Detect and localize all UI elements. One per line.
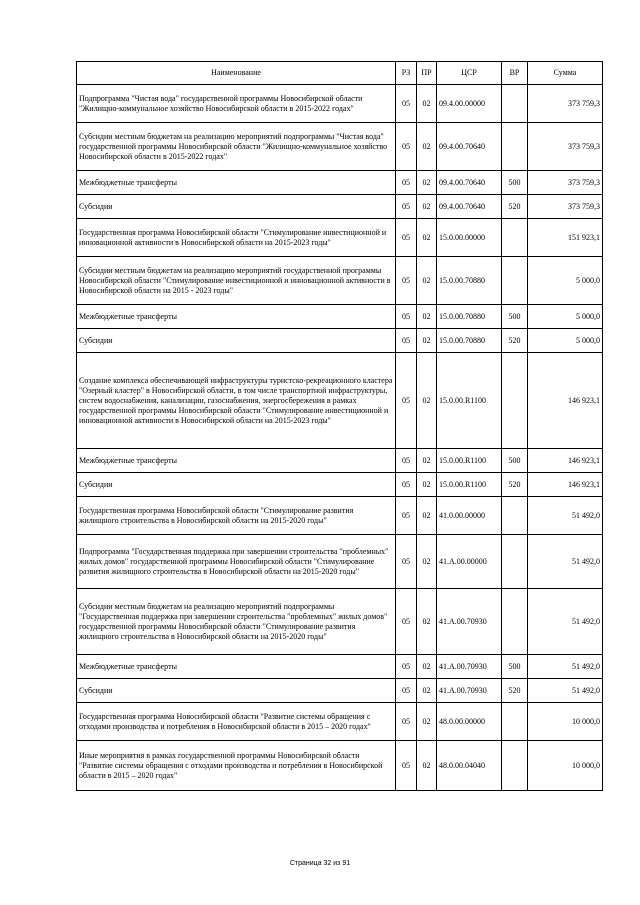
row-pr: 02 — [417, 257, 437, 305]
row-rz: 05 — [396, 219, 417, 257]
row-rz: 05 — [396, 535, 417, 589]
row-name: Подпрограмма "Государственная поддержка при завершении строительства "проблемных" жилых домов" государственной программы Новосибирской области "Стимулирование развития жилищного строительства в Новосибирской области на 2015-2020 годы" — [77, 535, 396, 589]
row-vr — [502, 123, 528, 171]
row-rz: 05 — [396, 195, 417, 219]
row-vr: 500 — [502, 655, 528, 679]
row-pr: 02 — [417, 473, 437, 497]
row-sum: 10 000,0 — [528, 703, 603, 741]
header-name: Наименование — [77, 62, 396, 85]
row-name: Субсидии местным бюджетам на реализацию мероприятий подпрограммы "Государственная поддержка при завершении строительства "проблемных" жилых домов" государственной программы Новосибирской области "Стимулирование развития жилищного строительства в Новосибирской области на 2015-2020 годы" — [77, 589, 396, 655]
table-row — [77, 305, 603, 329]
row-sum: 51 492,0 — [528, 679, 603, 703]
table-row — [77, 171, 603, 195]
row-csr: 48.0.00.04040 — [437, 741, 502, 791]
row-csr: 15.0.00.70880 — [437, 257, 502, 305]
row-csr: 09.4.00.70640 — [437, 123, 502, 171]
row-rz: 05 — [396, 473, 417, 497]
row-vr — [502, 703, 528, 741]
row-vr: 500 — [502, 171, 528, 195]
row-pr: 02 — [417, 589, 437, 655]
row-vr: 500 — [502, 449, 528, 473]
row-pr: 02 — [417, 353, 437, 449]
row-pr: 02 — [417, 171, 437, 195]
row-sum: 10 000,0 — [528, 741, 603, 791]
row-sum: 51 492,0 — [528, 589, 603, 655]
table-row — [77, 655, 603, 679]
row-csr: 09.4.00.00000 — [437, 85, 502, 123]
row-pr: 02 — [417, 449, 437, 473]
table-row — [77, 219, 603, 257]
table-row — [77, 449, 603, 473]
row-vr: 520 — [502, 679, 528, 703]
row-name: Субсидии местным бюджетам на реализацию мероприятий государственной программы Новосибирской области "Стимулирование инвестиционной и инновационной активности в Новосибирской области на 2015 - 2023 годы" — [77, 257, 396, 305]
row-name: Государственная программа Новосибирской области "Стимулирование инвестиционной и инновационной активности в Новосибирской области на 2015-2023 годы" — [77, 219, 396, 257]
table-row — [77, 703, 603, 741]
row-rz: 05 — [396, 171, 417, 195]
row-sum: 373 759,3 — [528, 123, 603, 171]
header-vr: ВР — [502, 62, 528, 85]
row-vr — [502, 741, 528, 791]
row-rz: 05 — [396, 703, 417, 741]
row-vr: 520 — [502, 473, 528, 497]
row-sum: 51 492,0 — [528, 535, 603, 589]
row-sum: 5 000,0 — [528, 305, 603, 329]
row-csr: 48.0.00.00000 — [437, 703, 502, 741]
row-sum: 151 923,1 — [528, 219, 603, 257]
row-sum: 5 000,0 — [528, 257, 603, 305]
row-pr: 02 — [417, 497, 437, 535]
table-row — [77, 473, 603, 497]
table-row — [77, 535, 603, 589]
table-row — [77, 123, 603, 171]
row-csr: 15.0.00.70880 — [437, 305, 502, 329]
page-number: Страница 32 из 91 — [289, 860, 351, 867]
table-header-row — [77, 62, 603, 85]
row-rz: 05 — [396, 589, 417, 655]
row-vr — [502, 85, 528, 123]
row-name: Субсидии — [77, 679, 396, 703]
table-row — [77, 497, 603, 535]
row-name: Иные мероприятия в рамках государственной программы Новосибирской области "Развитие системы обращения с отходами производства и потребления в Новосибирской области в 2015 – 2020 годах" — [77, 741, 396, 791]
row-rz: 05 — [396, 257, 417, 305]
row-vr — [502, 219, 528, 257]
row-vr — [502, 497, 528, 535]
row-name: Субсидии местным бюджетам на реализацию мероприятий подпрограммы "Чистая вода" государственной программы Новосибирской области "Жилищно-коммунальное хозяйство Новосибирской области в 2015-2022 годах" — [77, 123, 396, 171]
row-sum: 146 923,1 — [528, 353, 603, 449]
row-rz: 05 — [396, 655, 417, 679]
row-sum: 51 492,0 — [528, 655, 603, 679]
row-vr: 520 — [502, 329, 528, 353]
row-name: Межбюджетные трансферты — [77, 171, 396, 195]
row-pr: 02 — [417, 679, 437, 703]
row-name: Государственная программа Новосибирской области "Развитие системы обращения с отходами производства и потребления в Новосибирской области в 2015 – 2020 годах" — [77, 703, 396, 741]
row-vr — [502, 589, 528, 655]
table-body — [77, 85, 603, 791]
row-csr: 41.А.00.70930 — [437, 655, 502, 679]
row-vr — [502, 257, 528, 305]
row-csr: 15.0.00.00000 — [437, 219, 502, 257]
row-pr: 02 — [417, 123, 437, 171]
row-pr: 02 — [417, 219, 437, 257]
row-name: Субсидии — [77, 195, 396, 219]
row-sum: 373 759,3 — [528, 171, 603, 195]
budget-table — [76, 61, 603, 791]
row-name: Межбюджетные трансферты — [77, 305, 396, 329]
row-name: Субсидии — [77, 473, 396, 497]
row-name: Межбюджетные трансферты — [77, 449, 396, 473]
table-row — [77, 257, 603, 305]
row-rz: 05 — [396, 329, 417, 353]
row-name: Государственная программа Новосибирской области "Стимулирование развития жилищного строительства в Новосибирской области на 2015-2020 годы" — [77, 497, 396, 535]
table-row — [77, 329, 603, 353]
table-row — [77, 85, 603, 123]
row-rz: 05 — [396, 679, 417, 703]
row-rz: 05 — [396, 123, 417, 171]
row-pr: 02 — [417, 305, 437, 329]
row-pr: 02 — [417, 703, 437, 741]
row-csr: 09.4.00.70640 — [437, 195, 502, 219]
row-vr — [502, 535, 528, 589]
row-csr: 15.0.00.R1100 — [437, 353, 502, 449]
row-pr: 02 — [417, 195, 437, 219]
row-sum: 146 923,1 — [528, 473, 603, 497]
row-csr: 15.0.00.R1100 — [437, 473, 502, 497]
row-sum: 51 492,0 — [528, 497, 603, 535]
row-vr — [502, 353, 528, 449]
header-pr: ПР — [417, 62, 437, 85]
header-csr: ЦСР — [437, 62, 502, 85]
table-row — [77, 589, 603, 655]
row-csr: 15.0.00.R1100 — [437, 449, 502, 473]
row-csr: 41.А.00.00000 — [437, 535, 502, 589]
row-name: Субсидии — [77, 329, 396, 353]
row-pr: 02 — [417, 535, 437, 589]
row-pr: 02 — [417, 329, 437, 353]
row-pr: 02 — [417, 741, 437, 791]
table-row — [77, 679, 603, 703]
row-rz: 05 — [396, 497, 417, 535]
row-name: Межбюджетные трансферты — [77, 655, 396, 679]
header-sum: Сумма — [528, 62, 603, 85]
row-rz: 05 — [396, 741, 417, 791]
row-sum: 373 759,3 — [528, 85, 603, 123]
row-csr: 15.0.00.70880 — [437, 329, 502, 353]
table-row — [77, 353, 603, 449]
row-name: Создание комплекса обеспечивающей инфраструктуры туристско-рекреационного кластера "Озерный кластер" в Новосибирской области, в том числе транспортной инфраструктуры, систем водоснабжения, канализации, газоснабжения, энергосбережения в рамках государственной программы Новосибирской области "Стимулирование инвестиционной и инновационной активности в Новосибирской области на 2015-2023 годы" — [77, 353, 396, 449]
row-vr: 500 — [502, 305, 528, 329]
row-csr: 09.4.00.70640 — [437, 171, 502, 195]
row-pr: 02 — [417, 85, 437, 123]
table-row — [77, 195, 603, 219]
table-row — [77, 741, 603, 791]
row-csr: 41.А.00.70930 — [437, 589, 502, 655]
row-sum: 146 923,1 — [528, 449, 603, 473]
row-name: Подпрограмма "Чистая вода" государственной программы Новосибирской области "Жилищно-коммунальное хозяйство Новосибирской области в 2015-2022 годах" — [77, 85, 396, 123]
row-csr: 41.А.00.70930 — [437, 679, 502, 703]
header-rz: РЗ — [396, 62, 417, 85]
row-rz: 05 — [396, 449, 417, 473]
row-vr: 520 — [502, 195, 528, 219]
row-rz: 05 — [396, 305, 417, 329]
row-rz: 05 — [396, 85, 417, 123]
row-csr: 41.0.00.00000 — [437, 497, 502, 535]
row-pr: 02 — [417, 655, 437, 679]
row-sum: 373 759,3 — [528, 195, 603, 219]
row-rz: 05 — [396, 353, 417, 449]
row-sum: 5 000,0 — [528, 329, 603, 353]
